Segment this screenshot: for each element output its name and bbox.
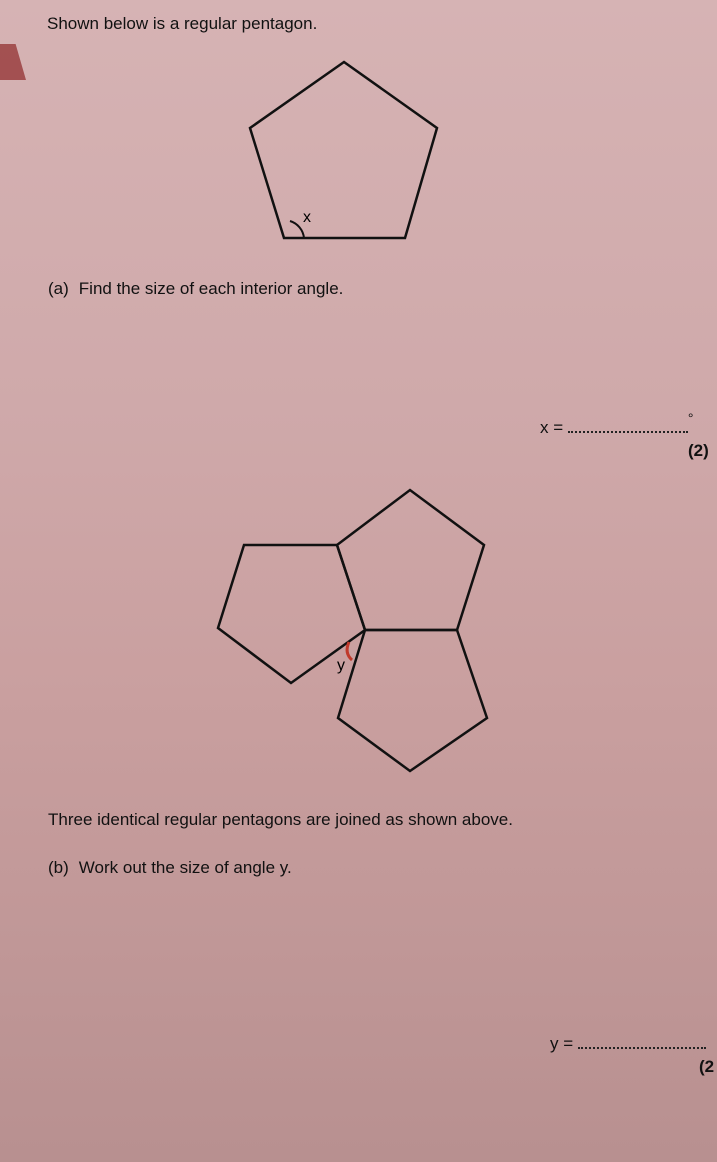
part-b-text: Work out the size of angle y. [78, 858, 292, 877]
intro-text: Shown below is a regular pentagon. [47, 14, 318, 33]
degree-symbol: ° [687, 410, 694, 426]
part-b-label: (b) [48, 858, 69, 877]
statement-text: Three identical regular pentagons are joined as shown above. [48, 810, 513, 829]
angle-x-label: x [303, 209, 311, 226]
marks-b: (2 [699, 1057, 715, 1076]
pentagon-figure-1 [250, 62, 437, 238]
answer-b-line[interactable] [550, 1034, 706, 1054]
answer-a-blank[interactable] [568, 431, 688, 433]
answer-a-prefix: x = [540, 418, 564, 437]
pentagon-top [337, 490, 484, 630]
angle-x-arc [290, 221, 304, 238]
answer-b-prefix: y = [550, 1034, 574, 1053]
part-b-question [48, 858, 292, 878]
angle-y-arc [347, 642, 352, 660]
marks-a: (2) [688, 441, 709, 460]
answer-b-blank[interactable] [578, 1047, 706, 1049]
pentagon-bottom [338, 630, 487, 771]
part-a-text: Find the size of each interior angle. [78, 279, 344, 298]
part-a-question [48, 279, 343, 299]
answer-a-line[interactable] [540, 410, 694, 438]
part-a-label: (a) [48, 279, 69, 298]
angle-y-label: y [337, 657, 345, 674]
